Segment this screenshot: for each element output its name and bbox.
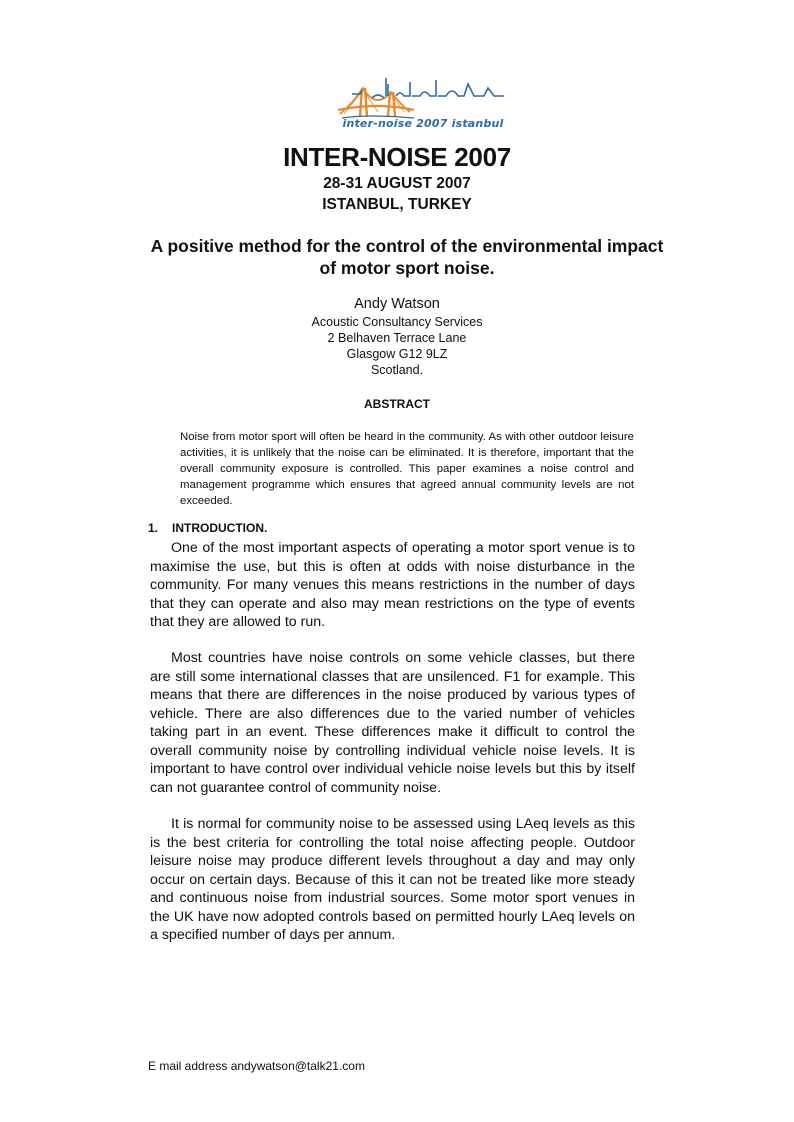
author-name: Andy Watson <box>354 296 440 312</box>
affiliation-line: 2 Belhaven Terrace Lane <box>327 331 467 345</box>
logo-text: inter-noise 2007 istanbul <box>342 117 504 130</box>
conference-dates: 28-31 AUGUST 2007 <box>323 175 471 192</box>
skyline-silhouette <box>352 78 504 98</box>
author-affiliation <box>0 314 794 378</box>
abstract-text: Noise from motor sport will often be heard in the community. As with other outdoor leisure activities, it is unlikely that the noise can be eliminated. It is therefore, important that the overall community exposure is controlled. This paper examines a noise control and management programme which ensures that agreed annual community levels are not exceeded. <box>180 431 634 507</box>
body-paragraph: Most countries have noise controls on some vehicle classes, but there are still some international classes that are unsilenced. F1 for example. This means that there are differences in the noise produced by various types of vehicle. There are also differences due to the varied number of vehicles taking part in an event. These differences make it difficult to control the overall community noise by controlling individual vehicle noise levels. It is important to have control over individual vehicle noise levels but this by itself can not guarantee control of community noise. <box>150 650 635 796</box>
footnote-email: E mail address andywatson@talk21.com <box>148 1059 365 1073</box>
affiliation-line: Acoustic Consultancy Services <box>311 315 483 329</box>
body-paragraph: It is normal for community noise to be assessed using LAeq levels as this is the best criteria for controlling the total noise affecting people. Outdoor leisure noise may produce different levels throughout a day and may only occur on certain days. Because of this it can not be treated like more steady and continuous noise from industrial sources. Some motor sport venues in the UK have now adopted controls based on permitted hourly LAeq levels on a specified number of days per annum. <box>150 816 635 943</box>
affiliation-line: Glasgow G12 9LZ <box>346 347 448 361</box>
bridge-cables <box>340 88 410 114</box>
affiliation-line: Scotland. <box>370 363 424 377</box>
body-paragraph: One of the most important aspects of operating a motor sport venue is to maximise the use, but this is often at odds with noise disturbance in the community. For many venues this means restrictions in the number of days that they can operate and also may mean restrictions on the type of events that they are allowed to run. <box>150 540 635 630</box>
abstract-heading: ABSTRACT <box>364 397 430 411</box>
section-title: INTRODUCTION. <box>172 521 268 535</box>
section-heading <box>148 521 267 535</box>
conference-title: INTER-NOISE 2007 <box>283 142 511 172</box>
section-number: 1. <box>148 521 159 535</box>
conference-location: ISTANBUL, TURKEY <box>322 196 472 213</box>
paper-title: A positive method for the control of the environmental impact of motor sport noise. <box>150 236 664 278</box>
